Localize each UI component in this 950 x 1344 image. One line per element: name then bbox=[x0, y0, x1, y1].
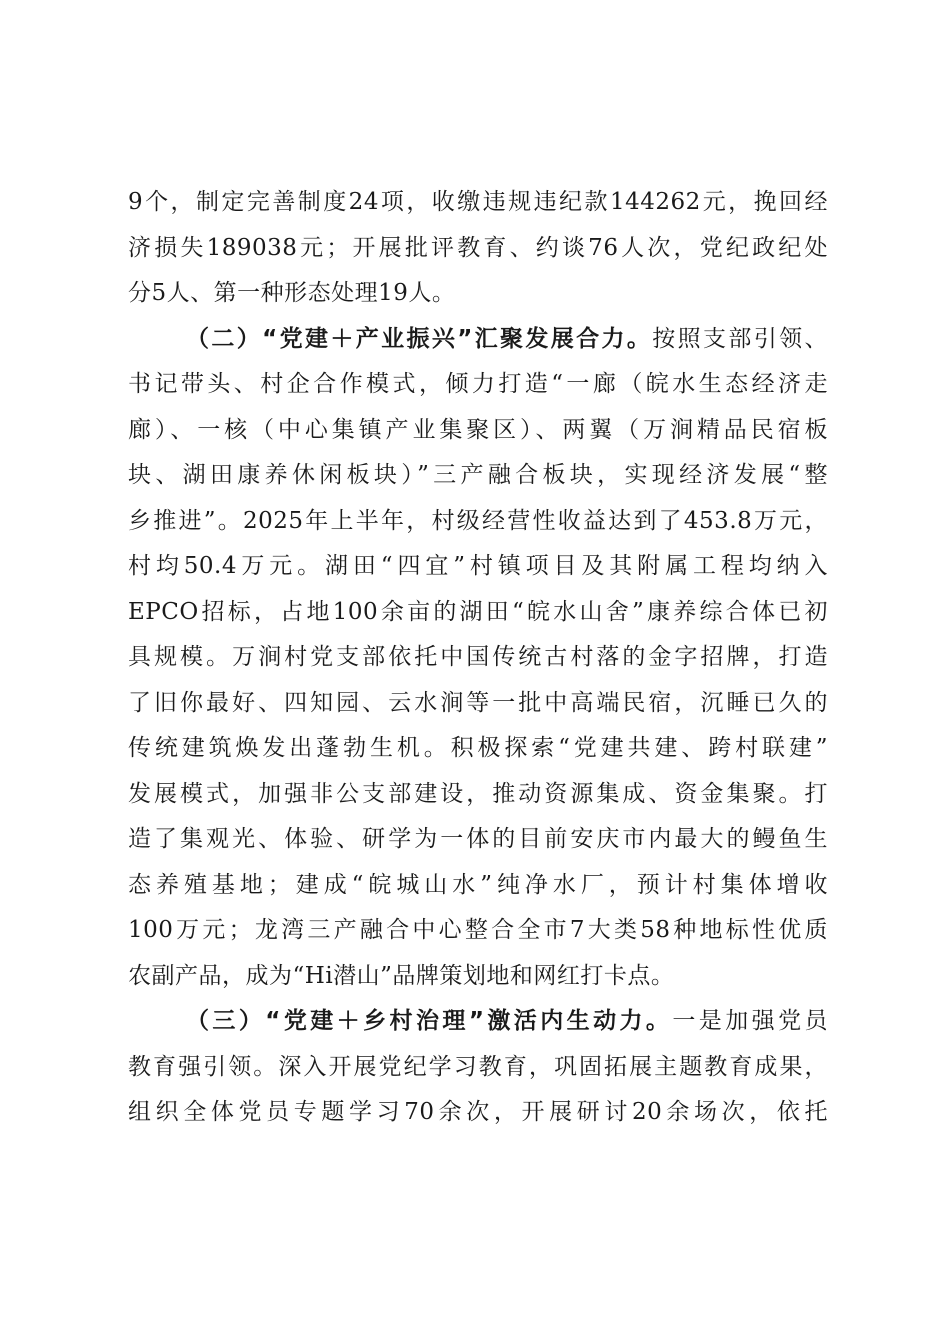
paragraph-line: 块、湖田康养休闲板块）”三产融合板块，实现经济发展“整 bbox=[128, 462, 828, 488]
paragraph-line: 具规模。万涧村党支部依托中国传统古村落的金字招牌，打造 bbox=[128, 644, 828, 670]
paragraph-line: 济损失189038元；开展批评教育、约谈76人次，党纪政纪处 bbox=[128, 234, 828, 261]
paragraph-line: 乡推进”。2025年上半年，村级经营性收益达到了453.8万元， bbox=[128, 507, 828, 534]
paragraph-line: 村均50.4万元。湖田“四宜”村镇项目及其附属工程均纳入 bbox=[128, 553, 828, 579]
section-heading: （二）“党建＋产业振兴”汇聚发展合力。 bbox=[186, 325, 653, 352]
paragraph-line: EPCO招标，占地100余亩的湖田“皖水山舍”康养综合体已初 bbox=[128, 598, 828, 625]
paragraph-line: 农副产品，成为“Hi潜山”品牌策划地和网红打卡点。 bbox=[128, 962, 675, 989]
paragraph-line: 廊）、一核（中心集镇产业集聚区）、两翼（万涧精品民宿板 bbox=[128, 416, 828, 443]
paragraph-line: 教育强引领。深入开展党纪学习教育，巩固拓展主题教育成果， bbox=[128, 1053, 828, 1080]
paragraph-line: 9个，制定完善制度24项，收缴违规违纪款144262元，挽回经 bbox=[128, 189, 828, 215]
paragraph-3 bbox=[128, 999, 828, 1136]
paragraph-2 bbox=[128, 317, 828, 1000]
paragraph-line: 书记带头、村企合作模式，倾力打造“一廊（皖水生态经济走 bbox=[128, 371, 828, 397]
heading-trailing-text: 按照支部引领、 bbox=[652, 325, 828, 352]
document-body bbox=[128, 180, 828, 1136]
paragraph-1 bbox=[128, 180, 828, 317]
paragraph-line: 发展模式，加强非公支部建设，推动资源集成、资金集聚。打 bbox=[128, 780, 828, 807]
heading-trailing-text: 一是加强党员 bbox=[672, 1008, 828, 1034]
section-heading: （三）“党建＋乡村治理”激活内生动力。 bbox=[186, 1008, 673, 1034]
paragraph-line: 组织全体党员专题学习70余次，开展研讨20余场次，依托 bbox=[128, 1099, 828, 1125]
paragraph-line: 100万元；龙湾三产融合中心整合全市7大类58种地标性优质 bbox=[128, 917, 828, 943]
paragraph-first-line bbox=[128, 317, 828, 363]
paragraph-line: 态养殖基地；建成“皖城山水”纯净水厂，预计村集体增收 bbox=[128, 871, 828, 898]
paragraph-line: 传统建筑焕发出蓬勃生机。积极探索“党建共建、跨村联建” bbox=[128, 735, 828, 761]
paragraph-line: 造了集观光、体验、研学为一体的目前安庆市内最大的鳗鱼生 bbox=[128, 826, 828, 852]
paragraph-line: 分5人、第一种形态处理19人。 bbox=[128, 280, 456, 306]
paragraph-line: 了旧你最好、四知园、云水涧等一批中高端民宿，沉睡已久的 bbox=[128, 689, 828, 716]
paragraph-first-line bbox=[128, 999, 828, 1045]
